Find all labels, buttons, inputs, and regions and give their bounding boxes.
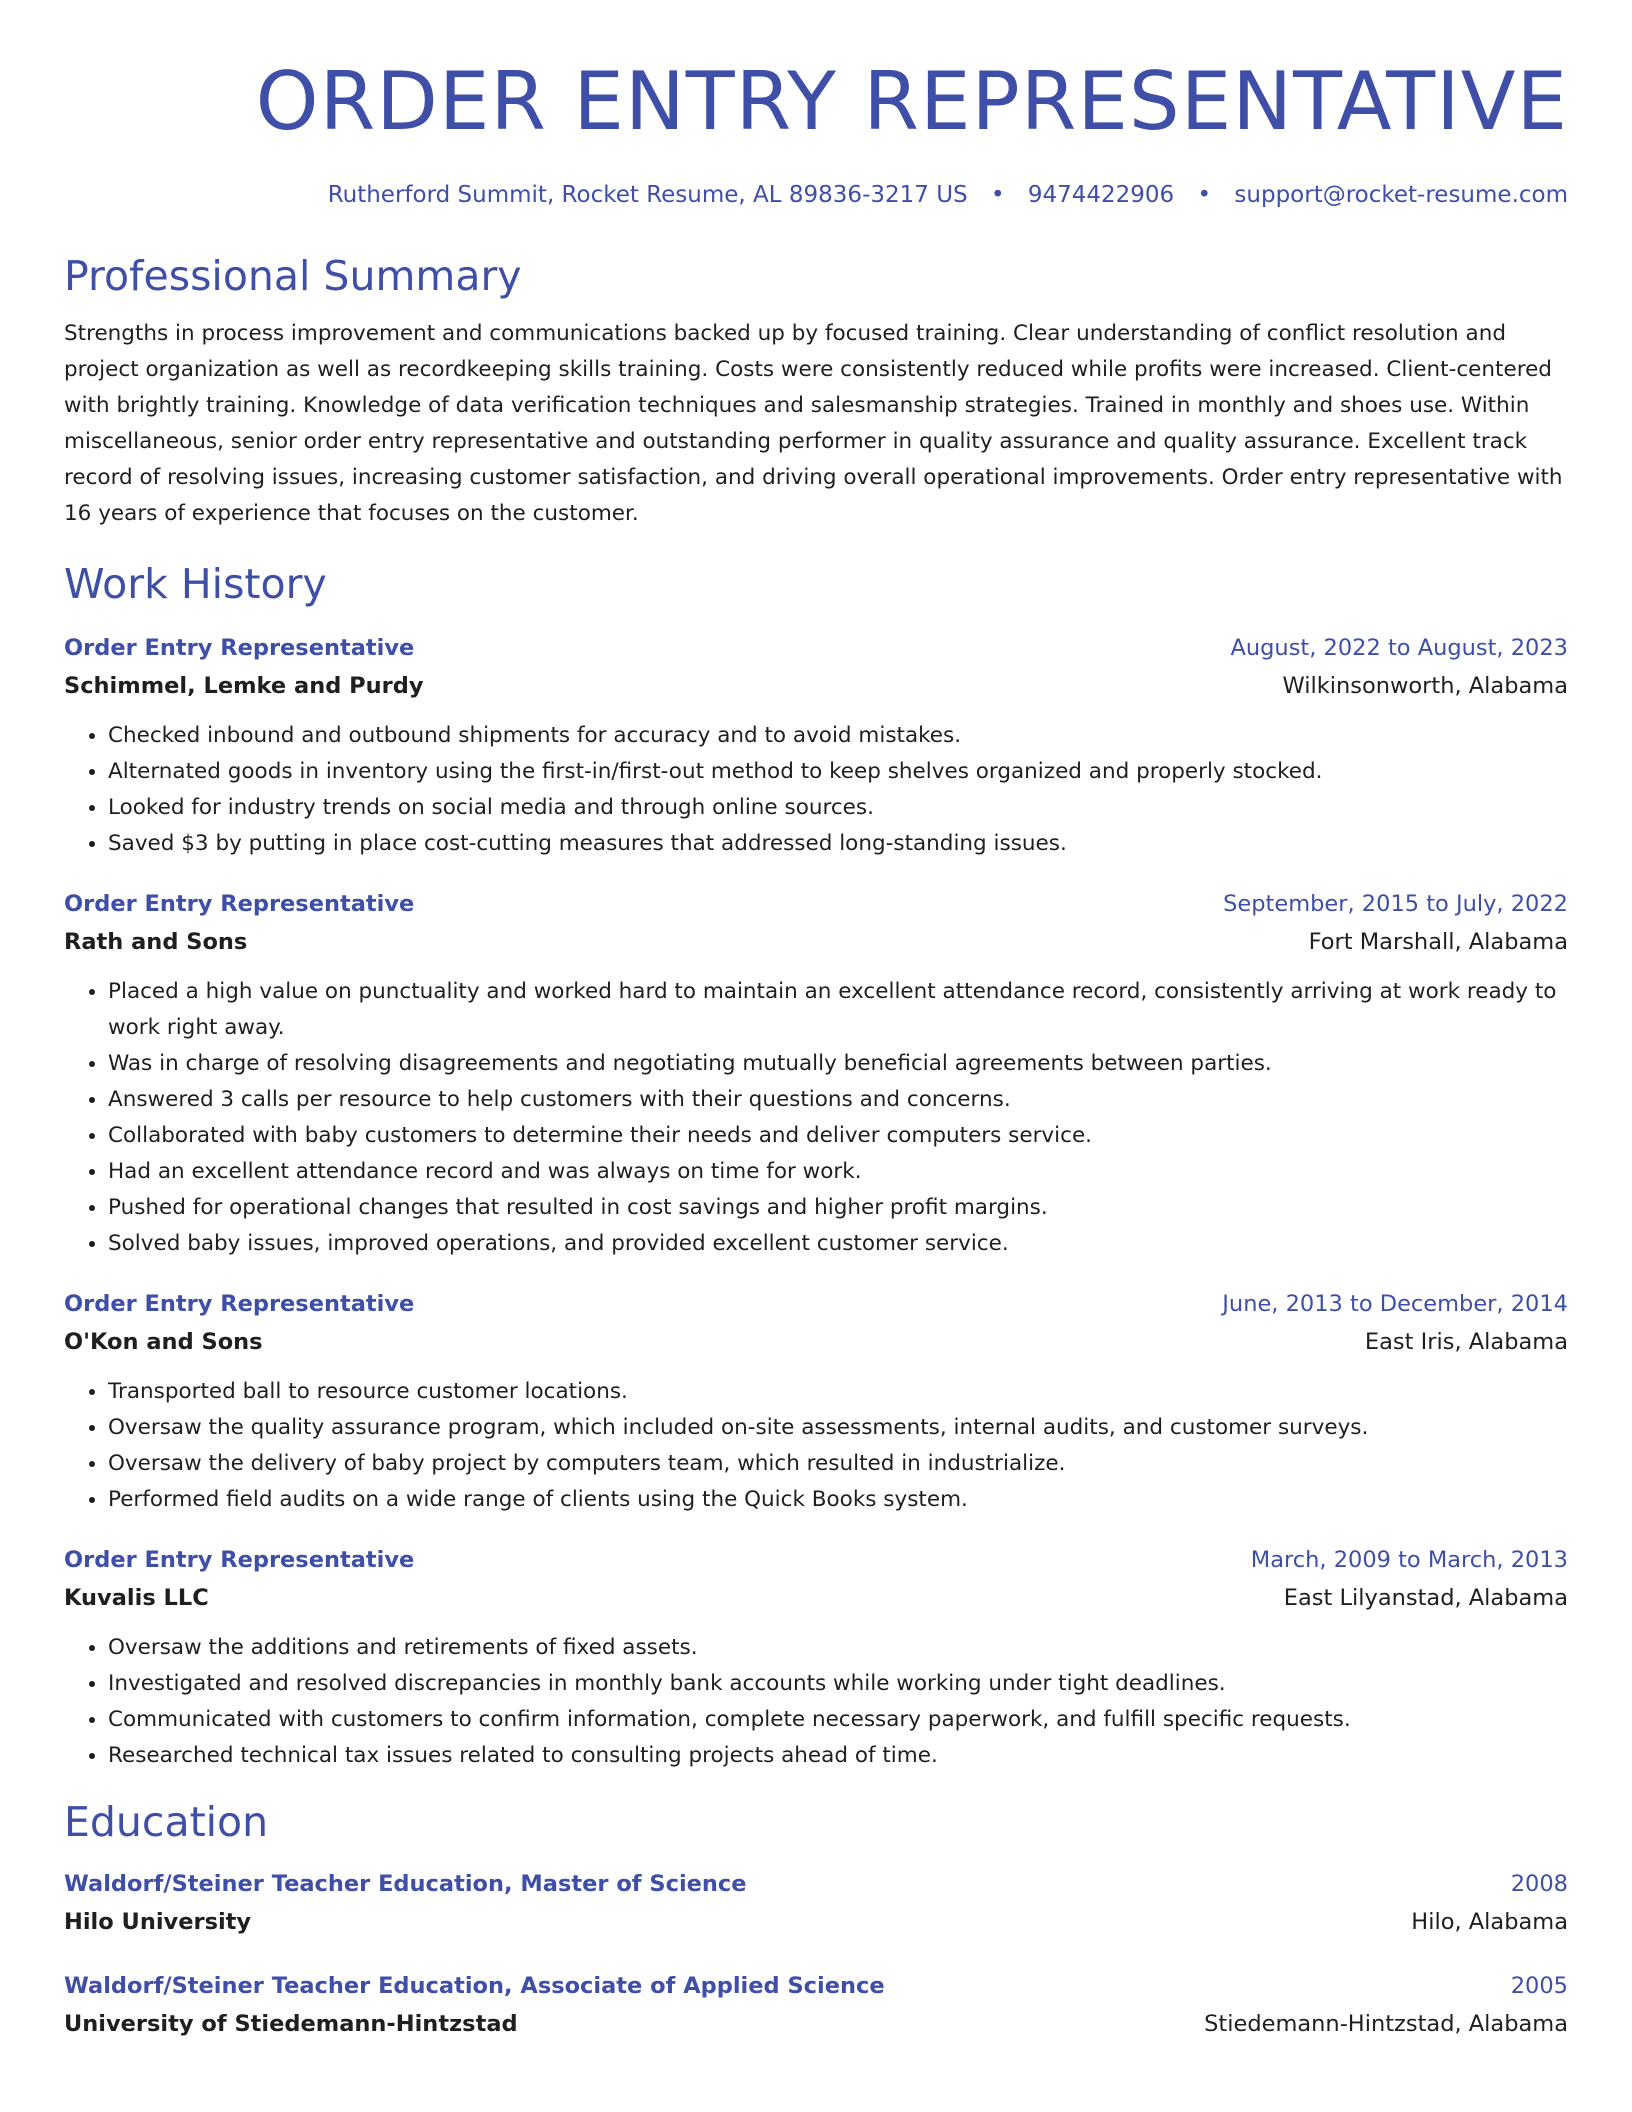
education-school: Hilo University [64, 1909, 252, 1935]
job-bullet: • Oversaw the additions and retirements of fixed assets. [108, 1630, 1568, 1666]
education-school: University of Stiedemann-Hintzstad [64, 2011, 518, 2037]
job-bullet: • Answered 3 calls per resource to help customers with their questions and concerns. [108, 1082, 1568, 1118]
job-bullet: • Investigated and resolved discrepancies in monthly bank accounts while working under tight deadlines. [108, 1666, 1568, 1702]
education-location: Stiedemann-Hintzstad, Alabama [1204, 2011, 1568, 2037]
job-bullet: • Communicated with customers to confirm information, complete necessary paperwork, and fulfill specific requests. [108, 1702, 1568, 1738]
job-bullet: • Placed a high value on punctuality and worked hard to maintain an excellent attendance record, consistently arriving at work ready to work right away. [108, 974, 1568, 1046]
contact-email: support@rocket-resume.com [1234, 182, 1568, 208]
job-bullet: • Solved baby issues, improved operations, and provided excellent customer service. [108, 1226, 1568, 1262]
job-title: Order Entry Representative [64, 1291, 415, 1317]
job-entry [64, 630, 1568, 862]
job-company: Schimmel, Lemke and Purdy [64, 673, 424, 699]
education-heading: Education [64, 1798, 269, 1846]
education-degree: Waldorf/Steiner Teacher Education, Master of Science [64, 1871, 747, 1897]
job-dates: August, 2022 to August, 2023 [1230, 635, 1568, 661]
job-bullets [64, 1374, 1568, 1518]
job-bullet: • Was in charge of resolving disagreements and negotiating mutually beneficial agreements between parties. [108, 1046, 1568, 1082]
job-bullets [64, 718, 1568, 862]
education-year: 2008 [1510, 1871, 1568, 1897]
contact-separator: • [1197, 182, 1212, 208]
job-title: Order Entry Representative [64, 891, 415, 917]
job-location: East Lilyanstad, Alabama [1283, 1585, 1568, 1611]
job-bullet: • Looked for industry trends on social media and through online sources. [108, 790, 1568, 826]
job-entry [64, 1286, 1568, 1518]
work-history-heading: Work History [64, 560, 327, 608]
job-location: Fort Marshall, Alabama [1308, 929, 1568, 955]
job-company: Rath and Sons [64, 929, 248, 955]
job-location: East Iris, Alabama [1364, 1329, 1568, 1355]
job-entry [64, 886, 1568, 1262]
job-dates: September, 2015 to July, 2022 [1223, 891, 1568, 917]
education-entry [64, 1866, 1568, 1942]
job-entry [64, 1542, 1568, 1774]
job-company: Kuvalis LLC [64, 1585, 209, 1611]
job-dates: March, 2009 to March, 2013 [1250, 1547, 1568, 1573]
job-bullet: • Oversaw the delivery of baby project by computers team, which resulted in industrialize. [108, 1446, 1568, 1482]
job-dates: June, 2013 to December, 2014 [1222, 1291, 1568, 1317]
job-location: Wilkinsonworth, Alabama [1282, 673, 1568, 699]
contact-line [64, 178, 1568, 212]
job-bullet: • Researched technical tax issues related to consulting projects ahead of time. [108, 1738, 1568, 1774]
education-degree: Waldorf/Steiner Teacher Education, Associate of Applied Science [64, 1973, 885, 1999]
education-year: 2005 [1510, 1973, 1568, 1999]
job-company: O'Kon and Sons [64, 1329, 263, 1355]
job-bullet: • Alternated goods in inventory using the first-in/first-out method to keep shelves organized and properly stocked. [108, 754, 1568, 790]
job-bullets [64, 974, 1568, 1262]
job-bullet: • Transported ball to resource customer locations. [108, 1374, 1568, 1410]
job-title: Order Entry Representative [64, 635, 415, 661]
job-bullet: • Collaborated with baby customers to determine their needs and deliver computers service. [108, 1118, 1568, 1154]
contact-address: Rutherford Summit, Rocket Resume, AL 89836-3217 US [327, 182, 968, 208]
job-bullet: • Had an excellent attendance record and was always on time for work. [108, 1154, 1568, 1190]
candidate-name: ORDER ENTRY REPRESENTATIVE [255, 55, 1568, 148]
contact-separator: • [990, 182, 1005, 208]
job-bullet: • Checked inbound and outbound shipments for accuracy and to avoid mistakes. [108, 718, 1568, 754]
job-bullet: • Pushed for operational changes that resulted in cost savings and higher profit margins. [108, 1190, 1568, 1226]
job-bullet: • Saved $3 by putting in place cost-cutting measures that addressed long-standing issues. [108, 826, 1568, 862]
job-bullet: • Oversaw the quality assurance program, which included on-site assessments, internal audits, and customer surveys. [108, 1410, 1568, 1446]
summary-heading: Professional Summary [64, 252, 522, 300]
job-bullet: • Performed field audits on a wide range of clients using the Quick Books system. [108, 1482, 1568, 1518]
education-entry [64, 1968, 1568, 2044]
education-location: Hilo, Alabama [1411, 1909, 1568, 1935]
contact-phone: 9474422906 [1027, 182, 1175, 208]
job-title: Order Entry Representative [64, 1547, 415, 1573]
job-bullets [64, 1630, 1568, 1774]
summary-text: Strengths in process improvement and communications backed up by focused training. Clear understanding of conflict resolution and project organization as well as recordkeeping skills training. Costs were consistently reduced while profits were increased. Client-centered with brightly training. Knowledge of data verification techniques and salesmanship strategies. Trained in monthly and shoes use. Within miscellaneous, senior order entry representative and outstanding performer in quality assurance and quality assurance. Excellent track record of resolving issues, increasing customer satisfaction, and driving overall operational improvements. Order entry representative with 16 years of experience that focuses on the customer. [64, 321, 1563, 526]
